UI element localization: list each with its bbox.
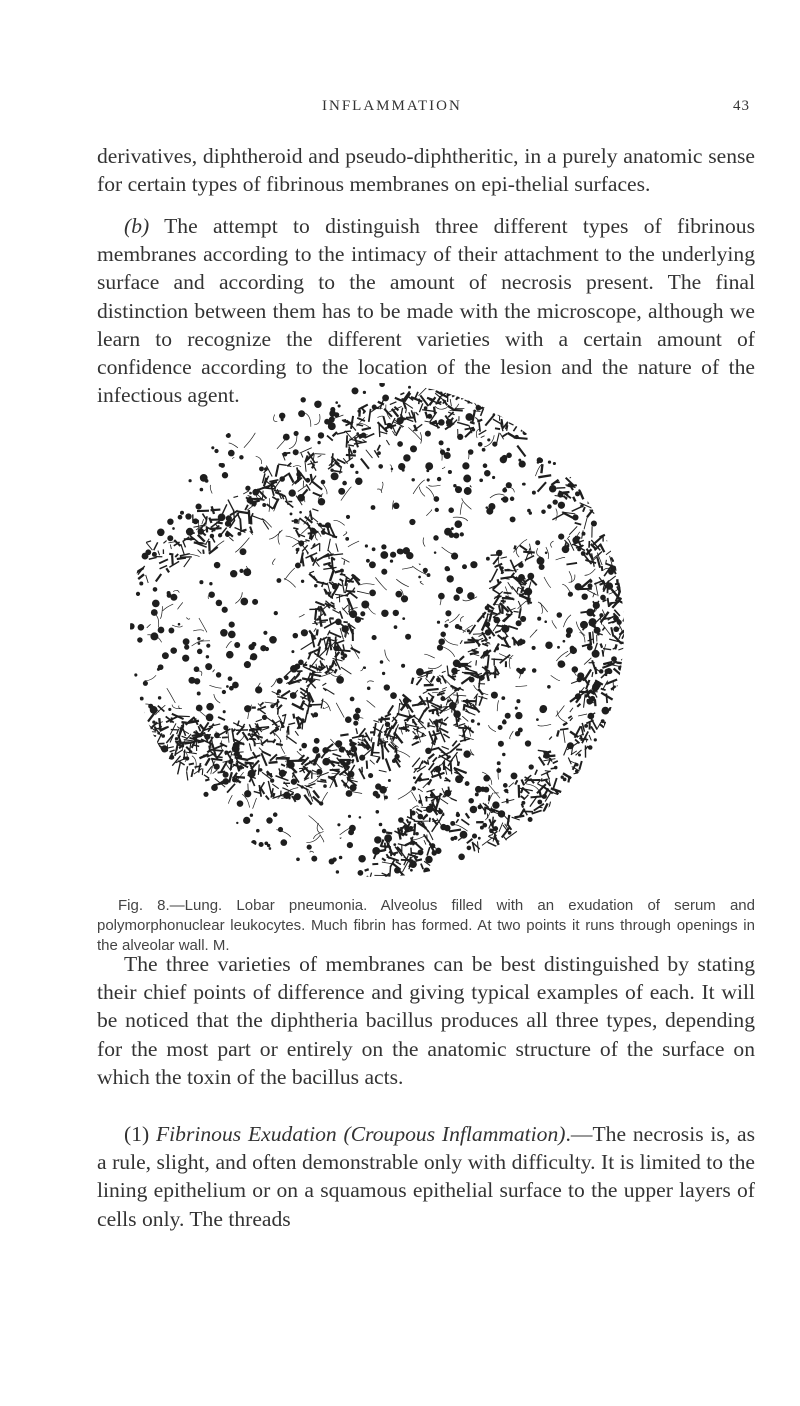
paragraph-3: The three varieties of membranes can be best distinguished by stating their chief points of difference and giving typical examples of each. It will be noticed that the diphtheria bacillus produces all three types, depending for the most part or entirely on the anatomic structure of the surface on which the toxin of the bacillus acts. [97,952,755,1089]
paragraph-2-label: (b) [124,214,150,238]
paragraph-4-number: (1) [124,1122,156,1146]
figure-caption: Fig. 8.—Lung. Lobar pneumonia. Alveolus filled with an exudation of serum and polymorphonuclear leukocytes. Much fibrin has formed. At two points it runs through openings in the alveolar wall. M. [97,897,755,954]
page-number: 43 [733,98,750,114]
paragraph-4-text: .—The necrosis is, as a rule, slight, and often demonstrable only with difficulty. It is limited to the lining epithelium or on a squamous epithelial surface to the upper layers of cells only. The threads [97,1122,756,1231]
paragraph-1: derivatives, diphtheroid and pseudo-diphtheritic, in a purely anatomic sense for certain types of fibrinous membranes on epi-thelial surfaces. [97,144,755,197]
chapter-title: INFLAMMATION [322,98,462,114]
paragraph-2-text: The attempt to distinguish three different types of fibrinous membranes according to the intimacy of their attachment to the underlying surface and according to the amount of necrosis present. The final distinction between them has to be made with the microscope, although we learn to recognize the different varieties with a certain amount of confidence according to the location of the lesion and the nature of the infectious agent. [97,214,755,408]
paragraph-4-heading: Fibrinous Exudation (Croupous Inflammation) [155,1122,566,1146]
paragraph-4 [97,1120,755,1233]
